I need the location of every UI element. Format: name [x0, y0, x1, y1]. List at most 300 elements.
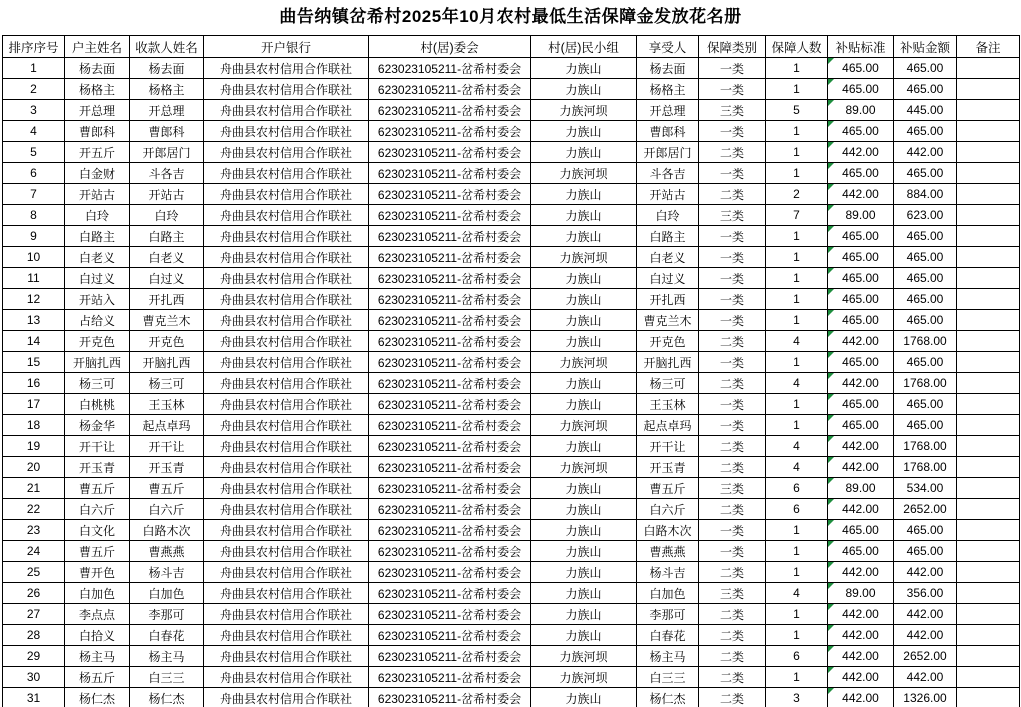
cell-remarks: [957, 373, 1020, 394]
cell-remarks: [957, 583, 1020, 604]
cell-seq: 1: [3, 58, 65, 79]
cell-subsidy-amount: 465.00: [894, 226, 957, 247]
cell-committee: 623023105211-岔希村委会: [369, 415, 531, 436]
cell-subsidy-standard: 442.00: [828, 625, 894, 646]
cell-subsidy-amount: 442.00: [894, 604, 957, 625]
cell-payee: 白路木次: [130, 520, 204, 541]
cell-subsidy-amount: 465.00: [894, 415, 957, 436]
cell-householder: 杨仁杰: [65, 688, 130, 707]
table-row: [3, 331, 1020, 352]
cell-village-group: 力族山: [531, 604, 637, 625]
cell-beneficiary: 杨去面: [637, 58, 699, 79]
cell-committee: 623023105211-岔希村委会: [369, 541, 531, 562]
table-row: [3, 79, 1020, 100]
cell-subsidy-amount: 465.00: [894, 268, 957, 289]
cell-category: 三类: [699, 205, 766, 226]
cell-householder: 开克色: [65, 331, 130, 352]
cell-beneficiary: 曹克兰木: [637, 310, 699, 331]
cell-subsidy-standard: 465.00: [828, 541, 894, 562]
table-row: [3, 184, 1020, 205]
cell-village-group: 力族山: [531, 142, 637, 163]
cell-householder: 曹五斤: [65, 541, 130, 562]
cell-seq: 11: [3, 268, 65, 289]
cell-remarks: [957, 688, 1020, 707]
cell-category: 二类: [699, 646, 766, 667]
cell-bank: 舟曲县农村信用合作联社: [204, 688, 369, 707]
cell-subsidy-standard: 465.00: [828, 268, 894, 289]
cell-village-group: 力族河坝: [531, 646, 637, 667]
cell-person-count: 1: [766, 121, 828, 142]
cell-remarks: [957, 289, 1020, 310]
cell-category: 二类: [699, 688, 766, 707]
cell-subsidy-amount: 442.00: [894, 667, 957, 688]
cell-remarks: [957, 79, 1020, 100]
cell-subsidy-standard: 465.00: [828, 415, 894, 436]
cell-subsidy-amount: 465.00: [894, 79, 957, 100]
cell-subsidy-standard: 465.00: [828, 163, 894, 184]
cell-beneficiary: 开干让: [637, 436, 699, 457]
cell-householder: 白六斤: [65, 499, 130, 520]
cell-remarks: [957, 415, 1020, 436]
header-row: [3, 36, 1020, 58]
cell-person-count: 1: [766, 310, 828, 331]
cell-payee: 开郎居门: [130, 142, 204, 163]
table-row: [3, 226, 1020, 247]
cell-village-group: 力族河坝: [531, 457, 637, 478]
cell-remarks: [957, 457, 1020, 478]
cell-bank: 舟曲县农村信用合作联社: [204, 499, 369, 520]
cell-committee: 623023105211-岔希村委会: [369, 79, 531, 100]
cell-bank: 舟曲县农村信用合作联社: [204, 541, 369, 562]
cell-seq: 8: [3, 205, 65, 226]
cell-subsidy-amount: 465.00: [894, 352, 957, 373]
cell-seq: 27: [3, 604, 65, 625]
cell-subsidy-standard: 442.00: [828, 457, 894, 478]
table-row: [3, 373, 1020, 394]
cell-beneficiary: 杨三可: [637, 373, 699, 394]
cell-payee: 开站古: [130, 184, 204, 205]
cell-beneficiary: 开玉青: [637, 457, 699, 478]
cell-subsidy-standard: 465.00: [828, 58, 894, 79]
cell-bank: 舟曲县农村信用合作联社: [204, 100, 369, 121]
cell-remarks: [957, 205, 1020, 226]
column-header-committee: 村(居)委会: [369, 36, 531, 58]
cell-seq: 30: [3, 667, 65, 688]
page-title: 曲告纳镇岔希村2025年10月农村最低生活保障金发放花名册: [279, 7, 742, 26]
cell-subsidy-standard: 89.00: [828, 205, 894, 226]
cell-remarks: [957, 268, 1020, 289]
cell-committee: 623023105211-岔希村委会: [369, 331, 531, 352]
cell-subsidy-standard: 442.00: [828, 688, 894, 707]
cell-subsidy-amount: 356.00: [894, 583, 957, 604]
cell-beneficiary: 白三三: [637, 667, 699, 688]
cell-person-count: 1: [766, 142, 828, 163]
cell-remarks: [957, 184, 1020, 205]
cell-payee: 斗各吉: [130, 163, 204, 184]
cell-payee: 杨格主: [130, 79, 204, 100]
cell-subsidy-standard: 442.00: [828, 604, 894, 625]
cell-householder: 占给义: [65, 310, 130, 331]
cell-bank: 舟曲县农村信用合作联社: [204, 436, 369, 457]
column-header-payee: 收款人姓名: [130, 36, 204, 58]
cell-person-count: 5: [766, 100, 828, 121]
cell-householder: 白文化: [65, 520, 130, 541]
cell-householder: 杨主马: [65, 646, 130, 667]
cell-beneficiary: 开脑扎西: [637, 352, 699, 373]
cell-subsidy-standard: 442.00: [828, 499, 894, 520]
cell-subsidy-standard: 442.00: [828, 331, 894, 352]
cell-village-group: 力族河坝: [531, 163, 637, 184]
cell-payee: 白春花: [130, 625, 204, 646]
cell-village-group: 力族山: [531, 583, 637, 604]
cell-village-group: 力族山: [531, 58, 637, 79]
cell-category: 三类: [699, 583, 766, 604]
cell-payee: 开脑扎西: [130, 352, 204, 373]
cell-person-count: 1: [766, 541, 828, 562]
cell-committee: 623023105211-岔希村委会: [369, 457, 531, 478]
cell-subsidy-standard: 465.00: [828, 352, 894, 373]
cell-seq: 19: [3, 436, 65, 457]
cell-payee: 王玉林: [130, 394, 204, 415]
cell-subsidy-standard: 465.00: [828, 79, 894, 100]
cell-subsidy-standard: 442.00: [828, 436, 894, 457]
cell-category: 二类: [699, 457, 766, 478]
cell-person-count: 1: [766, 415, 828, 436]
cell-seq: 4: [3, 121, 65, 142]
cell-beneficiary: 杨主马: [637, 646, 699, 667]
cell-committee: 623023105211-岔希村委会: [369, 562, 531, 583]
cell-village-group: 力族山: [531, 310, 637, 331]
table-row: [3, 436, 1020, 457]
column-header-category: 保障类别: [699, 36, 766, 58]
cell-payee: 李那可: [130, 604, 204, 625]
cell-person-count: 4: [766, 436, 828, 457]
table-row: [3, 625, 1020, 646]
cell-remarks: [957, 436, 1020, 457]
cell-payee: 开克色: [130, 331, 204, 352]
cell-person-count: 1: [766, 394, 828, 415]
cell-category: 三类: [699, 478, 766, 499]
cell-subsidy-standard: 442.00: [828, 562, 894, 583]
cell-subsidy-amount: 465.00: [894, 121, 957, 142]
cell-category: 三类: [699, 100, 766, 121]
cell-payee: 曹郎科: [130, 121, 204, 142]
cell-householder: 杨格主: [65, 79, 130, 100]
cell-bank: 舟曲县农村信用合作联社: [204, 646, 369, 667]
cell-remarks: [957, 667, 1020, 688]
cell-beneficiary: 开扎西: [637, 289, 699, 310]
cell-committee: 623023105211-岔希村委会: [369, 100, 531, 121]
cell-person-count: 7: [766, 205, 828, 226]
table-row: [3, 688, 1020, 707]
cell-beneficiary: 开郎居门: [637, 142, 699, 163]
cell-person-count: 1: [766, 247, 828, 268]
cell-remarks: [957, 100, 1020, 121]
cell-subsidy-amount: 465.00: [894, 394, 957, 415]
cell-village-group: 力族山: [531, 625, 637, 646]
cell-payee: 杨三可: [130, 373, 204, 394]
cell-committee: 623023105211-岔希村委会: [369, 436, 531, 457]
cell-seq: 16: [3, 373, 65, 394]
cell-householder: 杨五斤: [65, 667, 130, 688]
table-row: [3, 121, 1020, 142]
roster-table: [2, 35, 1020, 707]
cell-householder: 李点点: [65, 604, 130, 625]
table-row: [3, 562, 1020, 583]
cell-householder: 白桃桃: [65, 394, 130, 415]
cell-person-count: 4: [766, 457, 828, 478]
table-row: [3, 247, 1020, 268]
cell-seq: 31: [3, 688, 65, 707]
cell-bank: 舟曲县农村信用合作联社: [204, 604, 369, 625]
cell-village-group: 力族河坝: [531, 415, 637, 436]
cell-seq: 3: [3, 100, 65, 121]
cell-seq: 7: [3, 184, 65, 205]
cell-remarks: [957, 541, 1020, 562]
cell-bank: 舟曲县农村信用合作联社: [204, 520, 369, 541]
cell-person-count: 1: [766, 520, 828, 541]
cell-seq: 5: [3, 142, 65, 163]
cell-committee: 623023105211-岔希村委会: [369, 142, 531, 163]
cell-person-count: 1: [766, 667, 828, 688]
cell-person-count: 1: [766, 289, 828, 310]
cell-subsidy-amount: 1326.00: [894, 688, 957, 707]
table-row: [3, 646, 1020, 667]
cell-subsidy-amount: 2652.00: [894, 646, 957, 667]
cell-payee: 白六斤: [130, 499, 204, 520]
cell-bank: 舟曲县农村信用合作联社: [204, 247, 369, 268]
table-row: [3, 520, 1020, 541]
cell-payee: 曹燕燕: [130, 541, 204, 562]
column-header-bank: 开户银行: [204, 36, 369, 58]
column-header-seq: 排序序号: [3, 36, 65, 58]
cell-category: 二类: [699, 142, 766, 163]
cell-committee: 623023105211-岔希村委会: [369, 184, 531, 205]
cell-beneficiary: 王玉林: [637, 394, 699, 415]
cell-beneficiary: 曹郎科: [637, 121, 699, 142]
cell-village-group: 力族河坝: [531, 100, 637, 121]
cell-person-count: 2: [766, 184, 828, 205]
cell-bank: 舟曲县农村信用合作联社: [204, 373, 369, 394]
cell-householder: 白加色: [65, 583, 130, 604]
cell-bank: 舟曲县农村信用合作联社: [204, 625, 369, 646]
cell-subsidy-standard: 465.00: [828, 394, 894, 415]
cell-beneficiary: 白春花: [637, 625, 699, 646]
cell-bank: 舟曲县农村信用合作联社: [204, 478, 369, 499]
cell-committee: 623023105211-岔希村委会: [369, 646, 531, 667]
cell-subsidy-amount: 1768.00: [894, 373, 957, 394]
table-row: [3, 457, 1020, 478]
cell-committee: 623023105211-岔希村委会: [369, 310, 531, 331]
cell-village-group: 力族山: [531, 436, 637, 457]
cell-bank: 舟曲县农村信用合作联社: [204, 121, 369, 142]
cell-householder: 杨金华: [65, 415, 130, 436]
cell-village-group: 力族山: [531, 79, 637, 100]
cell-remarks: [957, 310, 1020, 331]
table-row: [3, 583, 1020, 604]
cell-person-count: 1: [766, 226, 828, 247]
cell-committee: 623023105211-岔希村委会: [369, 478, 531, 499]
cell-bank: 舟曲县农村信用合作联社: [204, 58, 369, 79]
cell-village-group: 力族山: [531, 541, 637, 562]
table-row: [3, 310, 1020, 331]
cell-category: 二类: [699, 184, 766, 205]
cell-seq: 21: [3, 478, 65, 499]
cell-committee: 623023105211-岔希村委会: [369, 352, 531, 373]
cell-village-group: 力族河坝: [531, 352, 637, 373]
cell-seq: 9: [3, 226, 65, 247]
cell-remarks: [957, 646, 1020, 667]
cell-householder: 开五斤: [65, 142, 130, 163]
cell-committee: 623023105211-岔希村委会: [369, 247, 531, 268]
cell-householder: 白路主: [65, 226, 130, 247]
cell-bank: 舟曲县农村信用合作联社: [204, 457, 369, 478]
cell-subsidy-amount: 534.00: [894, 478, 957, 499]
cell-remarks: [957, 58, 1020, 79]
cell-remarks: [957, 247, 1020, 268]
cell-seq: 15: [3, 352, 65, 373]
cell-category: 一类: [699, 58, 766, 79]
cell-subsidy-amount: 465.00: [894, 310, 957, 331]
cell-remarks: [957, 625, 1020, 646]
cell-village-group: 力族山: [531, 331, 637, 352]
cell-remarks: [957, 562, 1020, 583]
cell-person-count: 1: [766, 562, 828, 583]
table-row: [3, 163, 1020, 184]
cell-subsidy-amount: 465.00: [894, 247, 957, 268]
cell-remarks: [957, 121, 1020, 142]
cell-person-count: 6: [766, 646, 828, 667]
cell-category: 一类: [699, 268, 766, 289]
cell-payee: 白路主: [130, 226, 204, 247]
cell-committee: 623023105211-岔希村委会: [369, 268, 531, 289]
cell-seq: 12: [3, 289, 65, 310]
cell-category: 二类: [699, 373, 766, 394]
cell-village-group: 力族山: [531, 478, 637, 499]
cell-village-group: 力族山: [531, 394, 637, 415]
cell-committee: 623023105211-岔希村委会: [369, 688, 531, 707]
cell-remarks: [957, 352, 1020, 373]
column-header-person-count: 保障人数: [766, 36, 828, 58]
cell-person-count: 1: [766, 58, 828, 79]
cell-bank: 舟曲县农村信用合作联社: [204, 268, 369, 289]
cell-payee: 白过义: [130, 268, 204, 289]
cell-beneficiary: 斗各吉: [637, 163, 699, 184]
cell-householder: 开站古: [65, 184, 130, 205]
cell-bank: 舟曲县农村信用合作联社: [204, 394, 369, 415]
cell-person-count: 1: [766, 604, 828, 625]
cell-seq: 18: [3, 415, 65, 436]
cell-payee: 白老义: [130, 247, 204, 268]
cell-bank: 舟曲县农村信用合作联社: [204, 415, 369, 436]
cell-village-group: 力族山: [531, 184, 637, 205]
cell-committee: 623023105211-岔希村委会: [369, 205, 531, 226]
cell-person-count: 1: [766, 268, 828, 289]
cell-remarks: [957, 394, 1020, 415]
cell-subsidy-standard: 442.00: [828, 646, 894, 667]
table-row: [3, 268, 1020, 289]
cell-seq: 6: [3, 163, 65, 184]
cell-beneficiary: 开站古: [637, 184, 699, 205]
cell-subsidy-amount: 884.00: [894, 184, 957, 205]
table-row: [3, 352, 1020, 373]
cell-payee: 杨去面: [130, 58, 204, 79]
cell-subsidy-standard: 465.00: [828, 121, 894, 142]
cell-subsidy-amount: 1768.00: [894, 436, 957, 457]
cell-remarks: [957, 604, 1020, 625]
cell-payee: 杨斗吉: [130, 562, 204, 583]
cell-householder: 曹开色: [65, 562, 130, 583]
cell-seq: 14: [3, 331, 65, 352]
cell-subsidy-standard: 442.00: [828, 667, 894, 688]
cell-beneficiary: 杨仁杰: [637, 688, 699, 707]
cell-remarks: [957, 478, 1020, 499]
cell-bank: 舟曲县农村信用合作联社: [204, 184, 369, 205]
cell-seq: 26: [3, 583, 65, 604]
cell-seq: 2: [3, 79, 65, 100]
cell-category: 二类: [699, 331, 766, 352]
cell-payee: 开扎西: [130, 289, 204, 310]
cell-payee: 曹五斤: [130, 478, 204, 499]
cell-bank: 舟曲县农村信用合作联社: [204, 331, 369, 352]
cell-bank: 舟曲县农村信用合作联社: [204, 289, 369, 310]
cell-seq: 10: [3, 247, 65, 268]
cell-subsidy-standard: 89.00: [828, 478, 894, 499]
cell-subsidy-amount: 1768.00: [894, 331, 957, 352]
cell-payee: 白玲: [130, 205, 204, 226]
cell-bank: 舟曲县农村信用合作联社: [204, 667, 369, 688]
cell-householder: 杨三可: [65, 373, 130, 394]
cell-beneficiary: 李那可: [637, 604, 699, 625]
cell-seq: 22: [3, 499, 65, 520]
cell-householder: 白玲: [65, 205, 130, 226]
cell-subsidy-standard: 465.00: [828, 310, 894, 331]
column-header-subsidy-standard: 补贴标准: [828, 36, 894, 58]
table-row: [3, 58, 1020, 79]
cell-seq: 23: [3, 520, 65, 541]
cell-householder: 开脑扎西: [65, 352, 130, 373]
cell-committee: 623023105211-岔希村委会: [369, 604, 531, 625]
table-row: [3, 499, 1020, 520]
cell-person-count: 1: [766, 625, 828, 646]
cell-payee: 杨主马: [130, 646, 204, 667]
cell-householder: 杨去面: [65, 58, 130, 79]
cell-village-group: 力族山: [531, 121, 637, 142]
cell-bank: 舟曲县农村信用合作联社: [204, 163, 369, 184]
cell-householder: 白过义: [65, 268, 130, 289]
cell-category: 二类: [699, 562, 766, 583]
table-row: [3, 478, 1020, 499]
cell-subsidy-amount: 465.00: [894, 163, 957, 184]
cell-householder: 白拾义: [65, 625, 130, 646]
cell-bank: 舟曲县农村信用合作联社: [204, 226, 369, 247]
table-row: [3, 100, 1020, 121]
cell-payee: 开总理: [130, 100, 204, 121]
cell-category: 二类: [699, 604, 766, 625]
cell-category: 一类: [699, 226, 766, 247]
column-header-beneficiary: 享受人: [637, 36, 699, 58]
table-row: [3, 205, 1020, 226]
cell-subsidy-standard: 465.00: [828, 247, 894, 268]
cell-category: 一类: [699, 541, 766, 562]
cell-householder: 开总理: [65, 100, 130, 121]
cell-remarks: [957, 226, 1020, 247]
cell-householder: 开站入: [65, 289, 130, 310]
cell-person-count: 1: [766, 163, 828, 184]
cell-bank: 舟曲县农村信用合作联社: [204, 583, 369, 604]
cell-person-count: 1: [766, 79, 828, 100]
cell-village-group: 力族山: [531, 688, 637, 707]
